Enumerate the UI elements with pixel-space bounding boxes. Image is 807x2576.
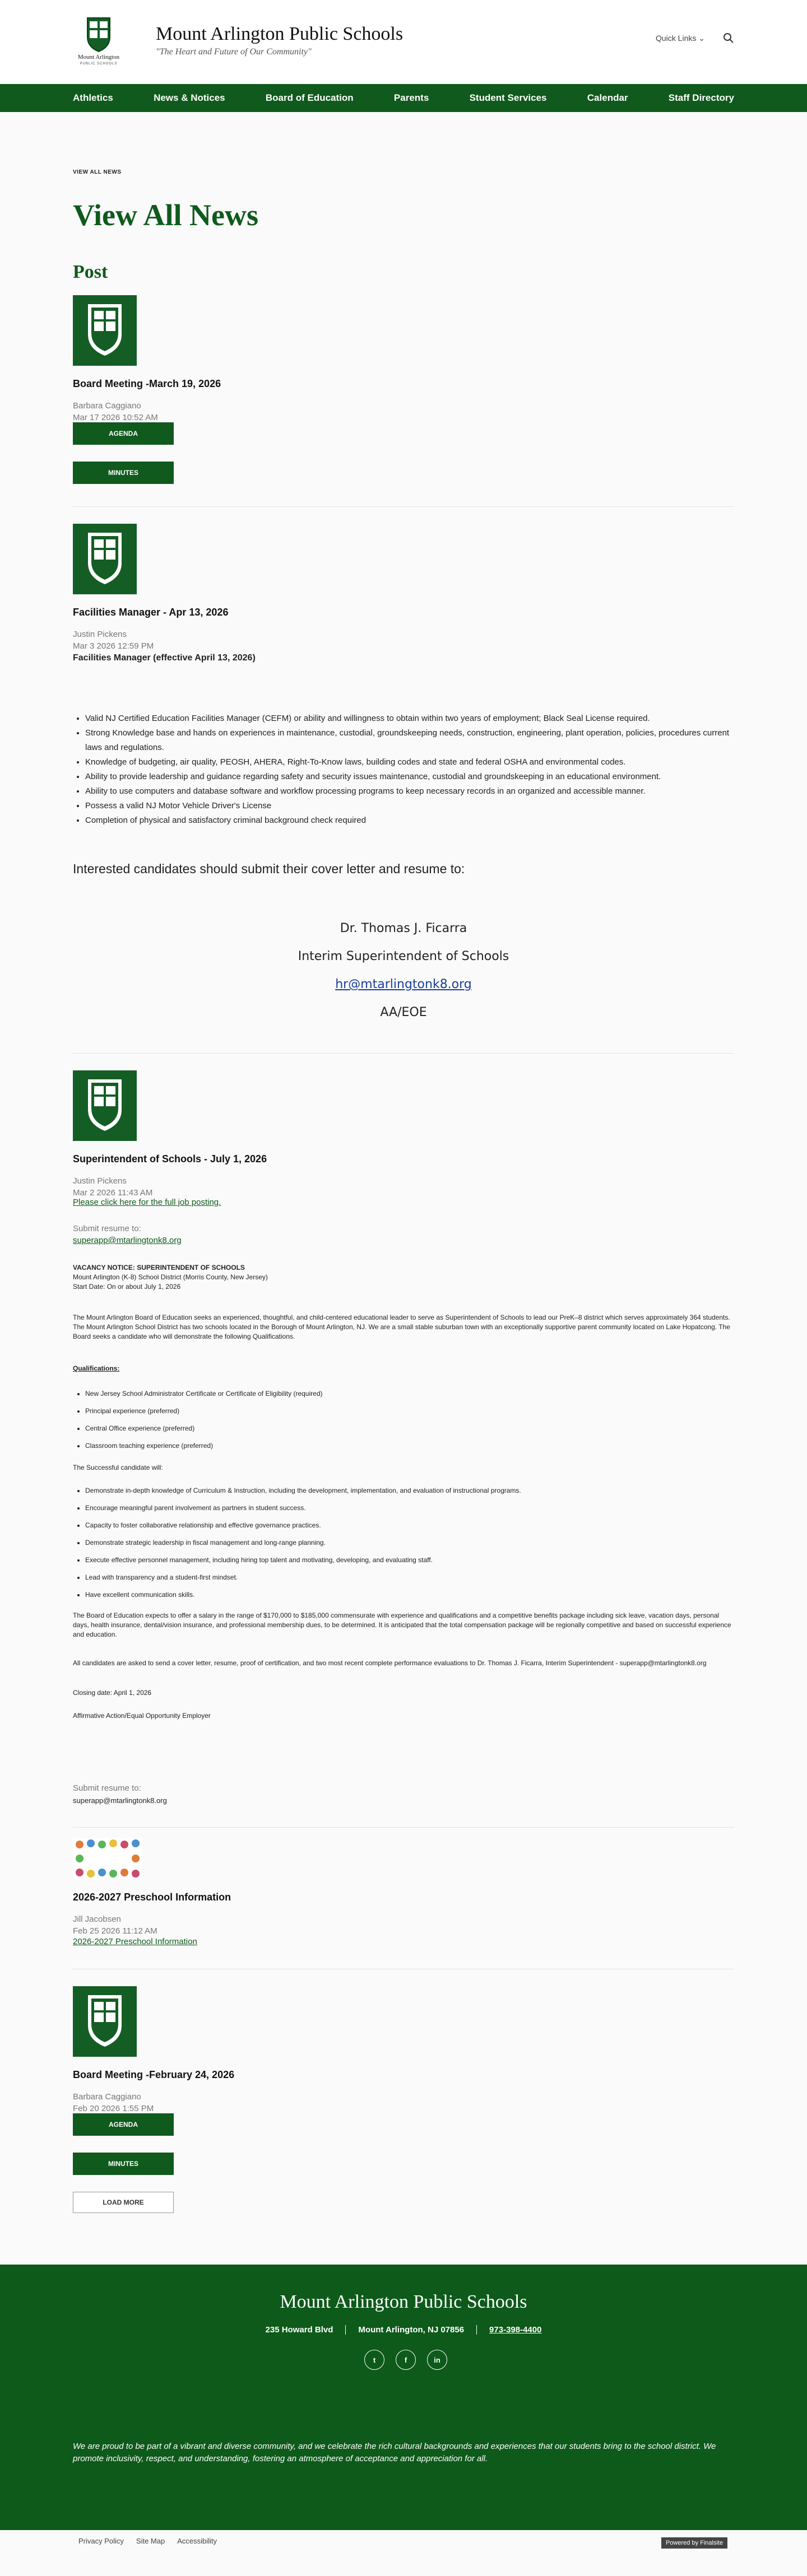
- footer-city: Mount Arlington, NJ 07856: [345, 2325, 476, 2335]
- post-thumbnail[interactable]: [73, 1070, 137, 1141]
- salary-paragraph: The Board of Education expects to offer a salary in the range of $170,000 to $185,000 commensurate with experience and qualifications and a competitive benefits package including sick leave, vacation days, personal days, health insurance, dental/vision insurance, and professional membership dues, to be determined. It is anticipated that the total compensation package will be regionally competitive and based on successful experience and education.: [73, 1611, 731, 1638]
- nav-student-services[interactable]: Student Services: [469, 92, 547, 103]
- main-nav: [0, 84, 807, 112]
- post-date: Mar 17 2026 10:52 AM: [73, 413, 158, 422]
- preschool-thumbnail[interactable]: [73, 1838, 142, 1879]
- post-date: Feb 25 2026 11:12 AM: [73, 1926, 157, 1936]
- post-author: Justin Pickens: [73, 1176, 127, 1186]
- post-board-meeting-february: [73, 1969, 734, 2213]
- contact-block: [73, 921, 734, 1019]
- post-title[interactable]: Superintendent of Schools - July 1, 2026: [73, 1153, 267, 1164]
- breadcrumb[interactable]: VIEW ALL NEWS: [73, 169, 122, 175]
- contact-name: Dr. Thomas J. Ficarra: [340, 921, 467, 935]
- post-date: Feb 20 2026 1:55 PM: [73, 2104, 154, 2113]
- agenda-button[interactable]: AGENDA: [73, 2113, 174, 2136]
- facebook-icon[interactable]: f: [396, 2350, 416, 2370]
- successful-list: [73, 1486, 734, 1600]
- post-author: Barbara Caggiano: [73, 2092, 141, 2102]
- bottom-bar: [0, 2530, 807, 2576]
- nav-staff-directory[interactable]: Staff Directory: [668, 92, 734, 103]
- list-item: • Completion of physical and satisfactory criminal background check required: [85, 813, 734, 828]
- eoe-label: AA/EOE: [380, 1005, 427, 1019]
- submit-label: Submit resume to:: [73, 1783, 141, 1793]
- list-item: • Valid NJ Certified Education Facilities Manager (CEFM) or ability and willingness to obtain within two years of employment; Black Seal License required.: [85, 711, 734, 726]
- vacancy-heading: VACANCY NOTICE: SUPERINTENDENT OF SCHOOLS: [73, 1264, 245, 1271]
- nav-news[interactable]: News & Notices: [154, 92, 225, 103]
- site-map-link[interactable]: Site Map: [136, 2537, 165, 2545]
- list-item: • Knowledge of budgeting, air quality, PEOSH, AHERA, Right-To-Know laws, building codes and state and federal OSHA and environmental codes.: [85, 755, 734, 770]
- list-item: • Ability to provide leadership and guidance regarding safety and security issues maintenance, custodial and groundskeeping in an educational environment.: [85, 770, 734, 784]
- page-title: View All News: [73, 198, 258, 232]
- post-date: Mar 2 2026 11:43 AM: [73, 1188, 153, 1198]
- list-item: • Central Office experience (preferred): [85, 1424, 734, 1433]
- job-posting-link[interactable]: Please click here for the full job posting.: [73, 1198, 221, 1207]
- list-item: • Demonstrate in-depth knowledge of Curriculum & Instruction, including the development, implementation, and evaluation of instructional programs.: [85, 1486, 734, 1496]
- preschool-info-link[interactable]: 2026-2027 Preschool Information: [73, 1937, 197, 1946]
- footer-message: We are proud to be part of a vibrant and diverse community, and we celebrate the rich cultural backgrounds and experiences that our students bring to the school district. We promote inclusivity, respect, and understanding, fostering an atmosphere of acceptance and appreciation for all.: [73, 2442, 716, 2463]
- list-item: • Principal experience (preferred): [85, 1406, 734, 1416]
- list-item: • Lead with transparency and a student-first mindset.: [85, 1573, 734, 1582]
- list-item: • Classroom teaching experience (preferred): [85, 1441, 734, 1451]
- intro-paragraph: The Mount Arlington Board of Education seeks an experienced, thoughtful, and child-centered educational leader to serve as Superintendent of Schools to lead our PreK–8 district which serves approximately 364 students. The Mount Arlington School District has two schools located in the Borough of Mount Arlington, NJ. We are a small stable suburban town with an exceptionally supportive parent community located on Lake Hopatcong. The Board seeks a candidate who will demonstrate the following Qualifications.: [73, 1313, 730, 1340]
- post-title[interactable]: Board Meeting -February 24, 2026: [73, 2069, 235, 2080]
- post-thumbnail[interactable]: [73, 524, 137, 594]
- contact-title: Interim Superintendent of Schools: [298, 949, 509, 963]
- main-content: [0, 169, 807, 2213]
- footer-title: Mount Arlington Public Schools: [280, 2291, 527, 2312]
- post-board-meeting-march: [73, 295, 734, 507]
- list-item: • New Jersey School Administrator Certificate or Certificate of Eligibility (required): [85, 1389, 734, 1399]
- footer-street: 235 Howard Blvd: [265, 2325, 333, 2335]
- successful-heading: The Successful candidate will:: [73, 1464, 163, 1471]
- linkedin-icon[interactable]: in: [427, 2350, 447, 2370]
- bottom-links: [78, 2537, 217, 2545]
- submit-label: Submit resume to:: [73, 1224, 141, 1233]
- requirements-list: [73, 711, 734, 828]
- qualifications-list: [73, 1389, 734, 1451]
- submit-email-link[interactable]: superapp@mtarlingtonk8.org: [73, 1236, 182, 1245]
- start-line: Start Date: On or about July 1, 2026: [73, 1283, 181, 1291]
- district-line: Mount Arlington (K-8) School District (Morris County, New Jersey): [73, 1273, 268, 1281]
- post-preschool: [73, 1828, 734, 1969]
- footer-address: [0, 2325, 807, 2335]
- apply-paragraph: All candidates are asked to send a cover letter, resume, proof of certification, and two most recent complete performance evaluations to Dr. Thomas J. Ficarra, Interim Superintendent - superapp@mtarlingtonk8.org: [73, 1659, 707, 1667]
- quick-links-button[interactable]: Quick Links ⌄: [656, 34, 705, 43]
- nav-board[interactable]: Board of Education: [265, 92, 354, 103]
- post-author: Barbara Caggiano: [73, 401, 141, 411]
- load-more-button[interactable]: LOAD MORE: [73, 2192, 174, 2213]
- list-item: • Strong Knowledge base and hands on experiences in maintenance, custodial, groundskeeping needs, construction, engineering, plant operation, policies, procedures current laws and regulations.: [85, 726, 734, 755]
- nav-athletics[interactable]: Athletics: [73, 92, 113, 103]
- list-item: • Possess a valid NJ Motor Vehicle Driver's License: [85, 799, 734, 813]
- agenda-button[interactable]: AGENDA: [73, 422, 174, 445]
- section-heading: Post: [73, 262, 108, 282]
- list-item: • Have excellent communication skills.: [85, 1590, 734, 1600]
- post-author: Justin Pickens: [73, 630, 127, 639]
- post-superintendent: [73, 1054, 734, 1828]
- list-item: • Execute effective personnel management, including hiring top talent and motivating, developing, and evaluating staff.: [85, 1555, 734, 1565]
- site-footer: [0, 2265, 807, 2530]
- accessibility-link[interactable]: Accessibility: [177, 2537, 217, 2545]
- post-title[interactable]: Board Meeting -March 19, 2026: [73, 378, 221, 389]
- powered-by-badge[interactable]: Powered by Finalsite: [661, 2537, 727, 2549]
- logo-subtext: PUBLIC SCHOOLS: [80, 62, 118, 66]
- list-item: • Ability to use computers and database software and workflow processing programs to keep necessary records in an organized and accessible manner.: [85, 784, 734, 799]
- aa-statement: Affirmative Action/Equal Opportunity Employer: [73, 1712, 211, 1720]
- job-subtitle: Facilities Manager (effective April 13, 2026): [73, 653, 256, 663]
- privacy-policy-link[interactable]: Privacy Policy: [78, 2537, 124, 2545]
- list-item: • Encourage meaningful parent involvement as partners in student success.: [85, 1503, 734, 1513]
- closing-date: Closing date: April 1, 2026: [73, 1689, 152, 1697]
- post-facilities-manager: [73, 507, 734, 1054]
- site-title[interactable]: Mount Arlington Public Schools: [156, 24, 404, 44]
- post-title[interactable]: Facilities Manager - Apr 13, 2026: [73, 607, 229, 618]
- site-header: [0, 0, 807, 84]
- nav-calendar[interactable]: Calendar: [587, 92, 628, 103]
- minutes-button[interactable]: MINUTES: [73, 2153, 174, 2175]
- social-links: [364, 2350, 447, 2370]
- nav-parents[interactable]: Parents: [393, 92, 429, 103]
- post-thumbnail[interactable]: [73, 295, 137, 366]
- logo-text: Mount Arlington: [77, 54, 120, 60]
- post-thumbnail[interactable]: [73, 1986, 137, 2057]
- contact-email-link[interactable]: hr@mtarlingtonk8.org: [335, 977, 472, 991]
- post-author: Jill Jacobsen: [73, 1914, 121, 1924]
- post-date: Mar 3 2026 12:59 PM: [73, 641, 154, 651]
- list-item: • Demonstrate strategic leadership in fiscal management and long-range planning.: [85, 1538, 734, 1548]
- tagline: "The Heart and Future of Our Community": [156, 47, 312, 57]
- post-title[interactable]: 2026-2027 Preschool Information: [73, 1892, 231, 1903]
- twitter-icon[interactable]: t: [364, 2350, 384, 2370]
- submit-email: superapp@mtarlingtonk8.org: [73, 1796, 167, 1805]
- qualifications-heading: Qualifications:: [73, 1364, 120, 1372]
- list-item: • Capacity to foster collaborative relationship and effective governance practices.: [85, 1521, 734, 1530]
- interest-statement: Interested candidates should submit their cover letter and resume to:: [73, 861, 465, 876]
- minutes-button[interactable]: MINUTES: [73, 462, 174, 484]
- search-icon[interactable]: [723, 32, 734, 44]
- footer-phone-link[interactable]: 973-398-4400: [476, 2325, 554, 2335]
